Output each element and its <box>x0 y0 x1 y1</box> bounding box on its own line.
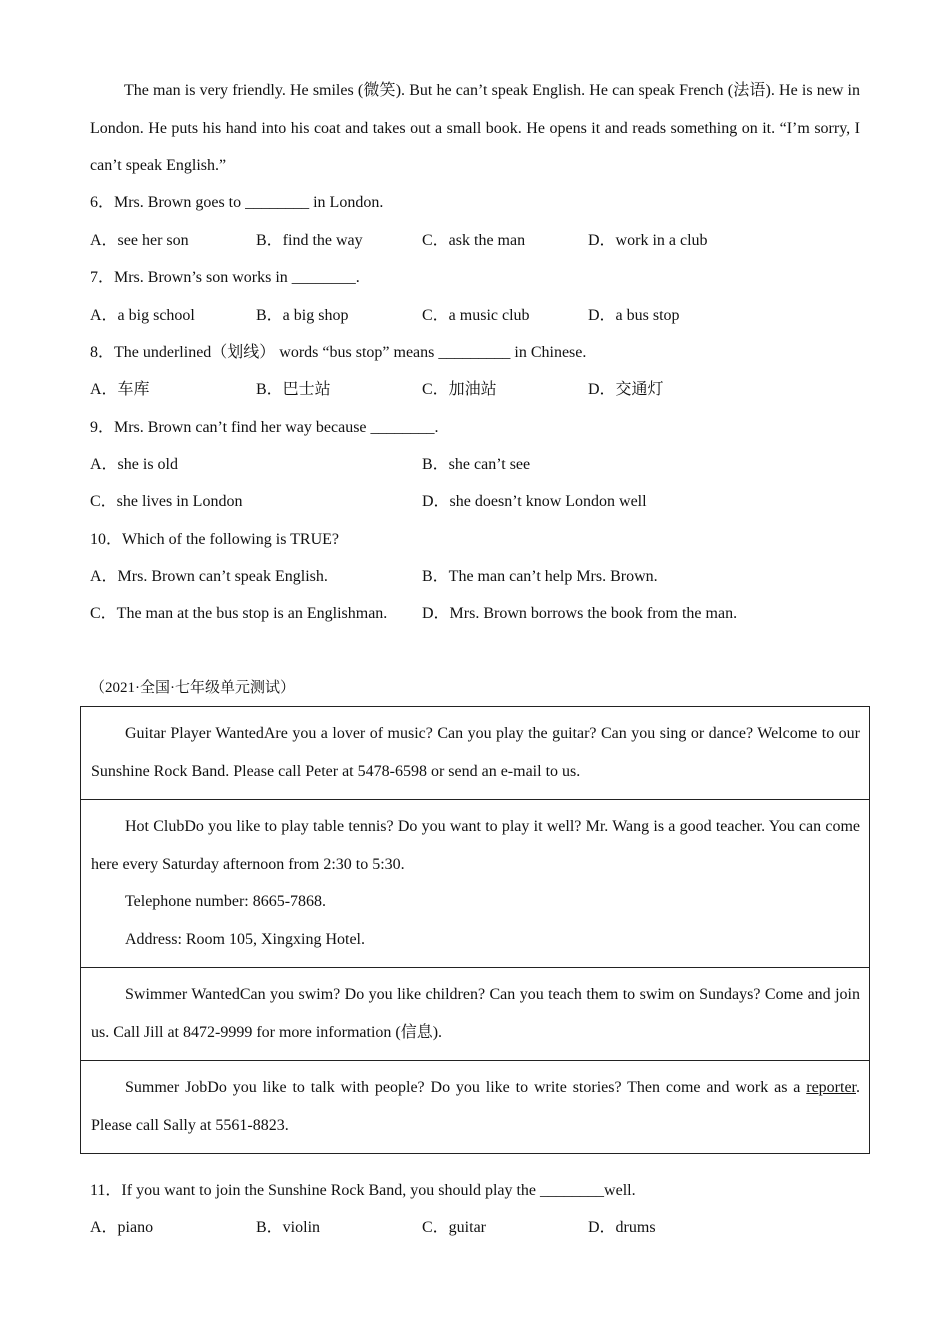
option-a: A．Mrs. Brown can’t speak English. <box>90 568 328 585</box>
question-10-options-row2 <box>90 602 870 626</box>
option-c: C．guitar <box>422 1219 486 1236</box>
ad-club-phone: Telephone number: 8665-7868. <box>125 893 327 910</box>
question-6-options <box>90 229 870 253</box>
ad-club-address: Address: Room 105, Xingxing Hotel. <box>125 930 365 948</box>
ad-swimmer-text: Swimmer WantedCan you swim? Do you like children? Can you teach them to swim on Sundays? Come and join us. Call Jill at 8472-9999 for more information (信息). <box>91 986 860 1041</box>
option-b: B．The man can’t help Mrs. Brown. <box>422 568 658 585</box>
question-7-stem: 7．Mrs. Brown’s son works in ________. <box>90 269 360 286</box>
option-b: B．find the way <box>256 232 363 249</box>
source-label: （2021·全国·七年级单元测试） <box>90 680 295 696</box>
question-6-stem: 6．Mrs. Brown goes to ________ in London. <box>90 194 384 211</box>
passage-paragraph: The man is very friendly. He smiles (微笑). But he can’t speak English. He can speak French (法语). He is new in London. He puts his hand into his coat and takes out a small book. He opens it and reads something on it. “I’m sorry, I can’t speak English.” <box>90 82 860 174</box>
option-d: D．drums <box>588 1219 656 1236</box>
underlined-word-reporter: reporter <box>806 1079 856 1096</box>
question-8-options <box>90 378 870 402</box>
option-a: A．see her son <box>90 232 189 249</box>
option-c: C．she lives in London <box>90 493 243 510</box>
ad-club-text: Hot ClubDo you like to play table tennis? Do you want to play it well? Mr. Wang is a good teacher. You can come here every Saturday afternoon from 2:30 to 5:30. <box>91 818 860 873</box>
question-10-options-row1 <box>90 565 870 589</box>
option-a: A．she is old <box>90 456 179 473</box>
option-d: D．she doesn’t know London well <box>422 493 647 510</box>
option-d: D．Mrs. Brown borrows the book from the man. <box>422 605 738 622</box>
option-b: B．violin <box>256 1219 321 1236</box>
question-8-stem: 8．The underlined（划线） words “bus stop” means _________ in Chinese. <box>90 344 587 361</box>
option-a: A．a big school <box>90 307 195 324</box>
option-a: A．piano <box>90 1219 154 1236</box>
ad-hot-club <box>81 800 869 968</box>
option-b: B．she can’t see <box>422 456 531 473</box>
option-d: D．交通灯 <box>588 381 664 398</box>
question-11-options <box>90 1216 870 1240</box>
question-9-options-row2 <box>90 490 870 514</box>
option-a: A．车库 <box>90 381 150 398</box>
question-7-options <box>90 304 870 328</box>
ads-table <box>80 706 870 1154</box>
question-9-stem: 9．Mrs. Brown can’t find her way because ________. <box>90 419 439 436</box>
question-9-options-row1 <box>90 453 870 477</box>
ad-guitar-text: Guitar Player WantedAre you a lover of music? Can you play the guitar? Can you sing or dance? Welcome to our Sunshine Rock Band. Please call Peter at 5478-6598 or send an e-mail to us. <box>91 725 860 780</box>
ad-summer-text <box>91 1069 860 1144</box>
option-c: C．a music club <box>422 307 530 324</box>
ad-swimmer <box>81 968 869 1061</box>
ad-summer-job <box>81 1061 869 1154</box>
ad-summer-text-before: Summer JobDo you like to talk with people? Do you like to write stories? Then come and work as a <box>125 1079 807 1096</box>
option-d: D．work in a club <box>588 232 708 249</box>
option-c: C．ask the man <box>422 232 526 249</box>
ad-guitar-player <box>81 707 869 800</box>
option-c: C．加油站 <box>422 381 497 398</box>
question-11-stem: 11．If you want to join the Sunshine Rock Band, you should play the ________well. <box>90 1182 636 1199</box>
ad-summer-text-after: . Please call Sally at 5561-8823. <box>91 1079 860 1134</box>
question-10-stem: 10．Which of the following is TRUE? <box>90 531 340 548</box>
option-b: B．a big shop <box>256 307 349 324</box>
option-b: B．巴士站 <box>256 381 331 398</box>
option-d: D．a bus stop <box>588 307 680 324</box>
option-c: C．The man at the bus stop is an Englishman. <box>90 605 388 622</box>
